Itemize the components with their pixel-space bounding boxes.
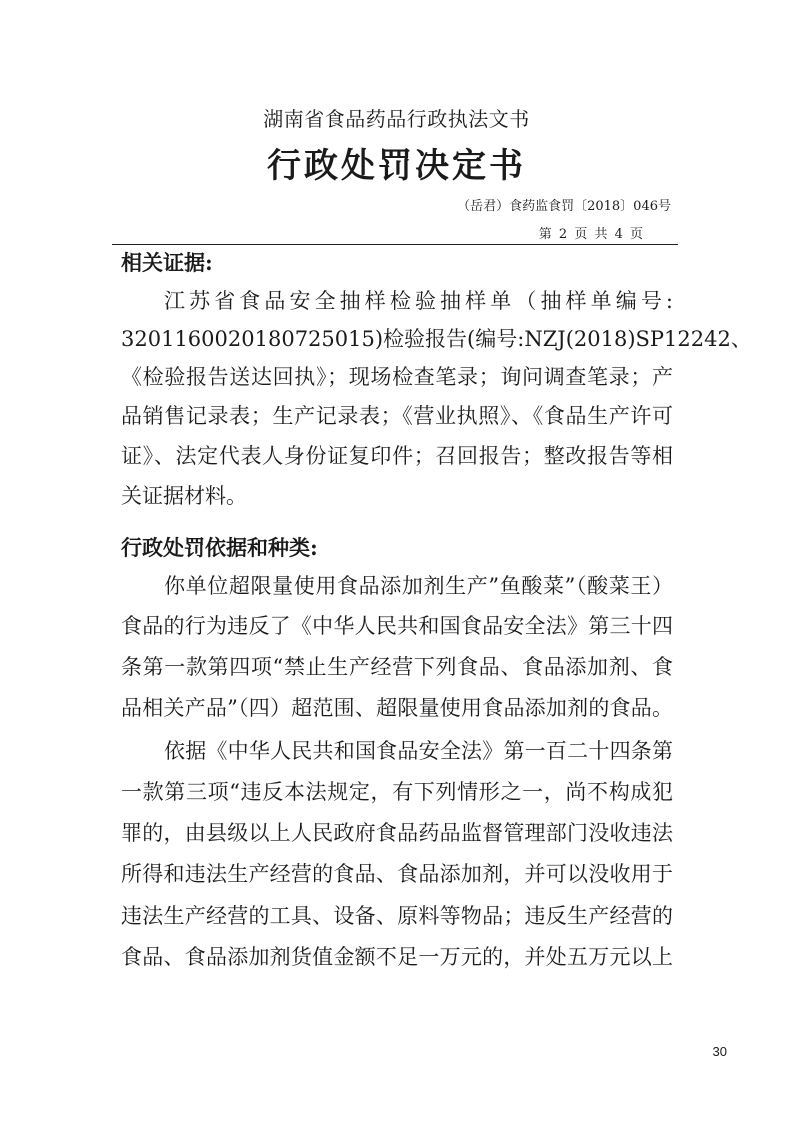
page-number: 30	[712, 1044, 727, 1059]
evidence-line: 关证据材料。	[121, 484, 247, 508]
document-title: 行政处罚决定书	[267, 146, 526, 186]
basis-line: 食品的行为违反了《中华人民共和国食品安全法》第三十四	[121, 614, 673, 638]
basis-line: 违法生产经营的工具、设备、原料等物品；违反生产经营的	[121, 904, 673, 928]
basis-line: 条第一款第四项“禁止生产经营下列食品、食品添加剂、食	[121, 655, 673, 679]
basis-line: 罪的，由县级以上人民政府食品药品监督管理部门没收违法	[121, 821, 673, 845]
basis-line: 所得和违法生产经营的食品、食品添加剂，并可以没收用于	[121, 862, 673, 886]
evidence-line: 证》、法定代表人身份证复印件；召回报告；整改报告等相	[121, 444, 673, 468]
basis-line: 你单位超限量使用食品添加剂生产”鱼酸菜”（酸菜王）	[164, 574, 673, 598]
document-number: （岳君）食药监食罚〔2018〕046号	[457, 199, 671, 214]
evidence-line: 品销售记录表；生产记录表；《营业执照》、《食品生产许可	[121, 404, 673, 428]
basis-line: 品相关产品”（四）超范围、超限量使用食品添加剂的食品。	[121, 696, 673, 720]
document-subtitle: 湖南省食品药品行政执法文书	[263, 107, 530, 131]
page-info: 第 2 页 共 4 页	[538, 227, 643, 242]
evidence-heading: 相关证据:	[121, 250, 213, 275]
evidence-line: 江苏省食品安全抽样检验抽样单（抽样单编号:	[164, 289, 673, 313]
basis-line: 一款第三项“违反本法规定，有下列情形之一，尚不构成犯	[121, 780, 673, 804]
header-rule	[112, 244, 678, 245]
basis-heading: 行政处罚依据和种类:	[121, 535, 318, 560]
basis-line: 依据《中华人民共和国食品安全法》第一百二十四条第	[164, 739, 673, 763]
basis-line: 食品、食品添加剂货值金额不足一万元的，并处五万元以上	[121, 945, 673, 969]
evidence-line: 《检验报告送达回执》；现场检查笔录；询问调查笔录；产	[121, 365, 673, 389]
evidence-line: 3201160020180725015)检验报告(编号:NZJ(2018)SP12242、	[121, 327, 752, 351]
